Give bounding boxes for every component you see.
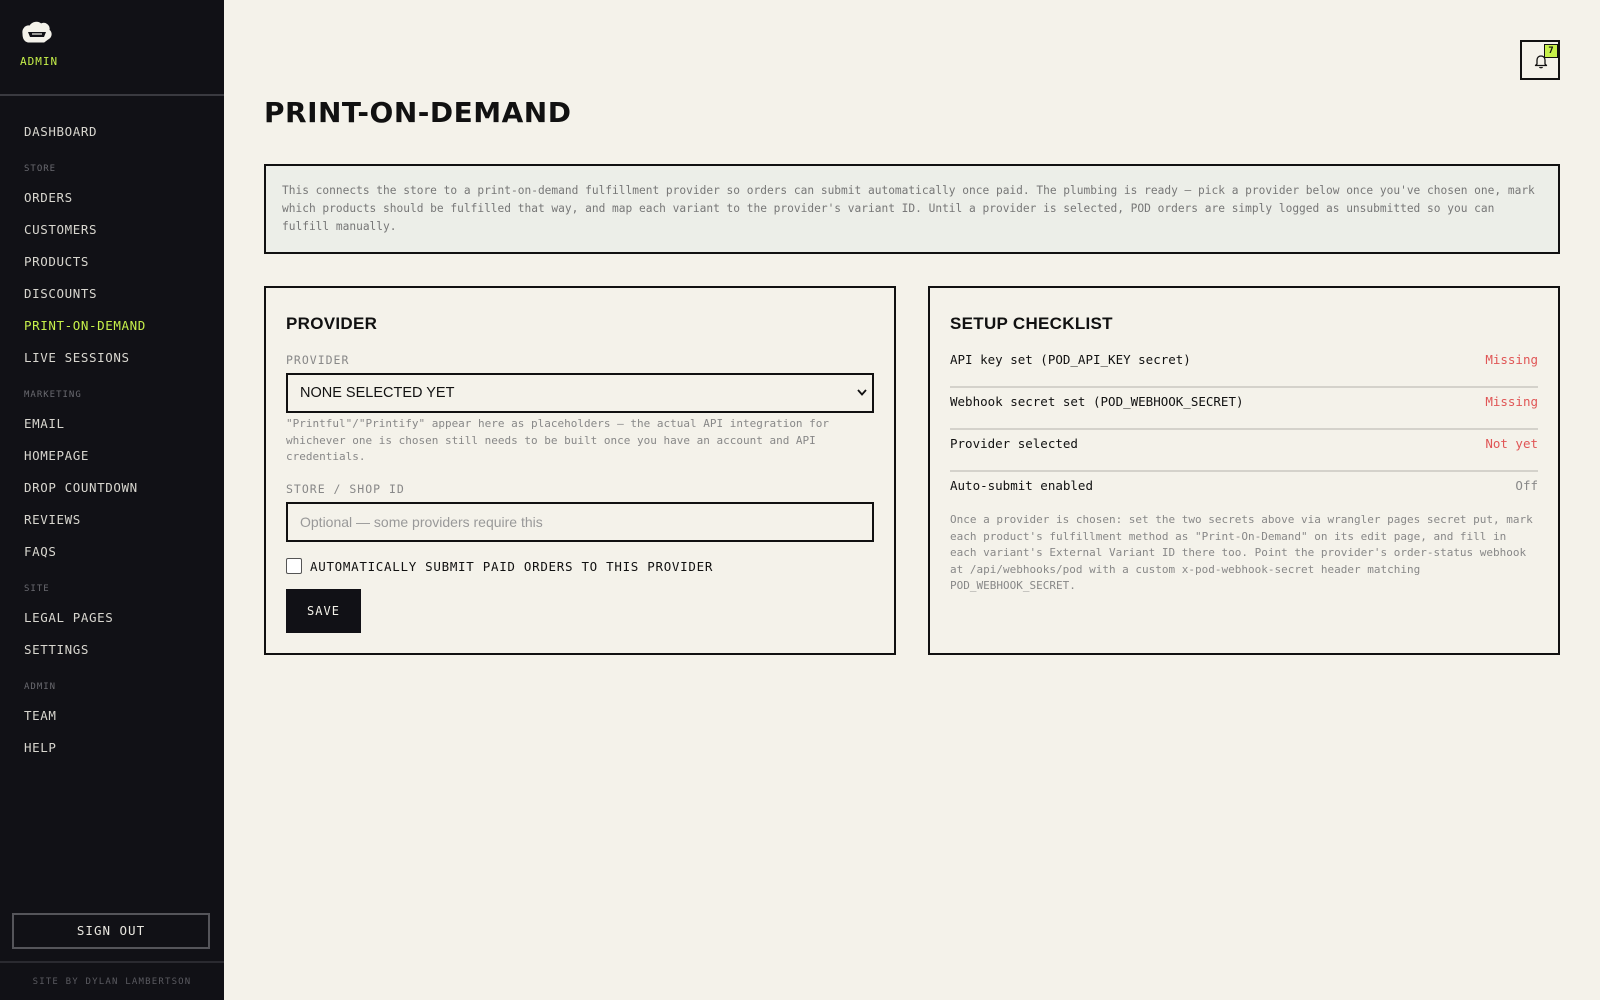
shop-id-input[interactable]: Optional — some providers require this <box>286 502 874 542</box>
brand <box>0 0 224 96</box>
sidebar-item-email[interactable]: EMAIL <box>24 416 65 431</box>
checklist-row-status: Missing <box>1485 394 1538 409</box>
checklist-row-label: Provider selected <box>950 436 1078 451</box>
save-button[interactable]: SAVE <box>286 589 361 633</box>
provider-select-value: NONE SELECTED YET <box>300 385 455 401</box>
sign-out-button[interactable]: SIGN OUT <box>12 913 210 949</box>
shop-id-label: STORE / SHOP ID <box>286 482 405 496</box>
notification-count-badge: 7 <box>1544 44 1558 58</box>
checklist-row <box>950 346 1538 388</box>
sidebar-footer-credit: SITE BY DYLAN LAMBERTSON <box>0 961 224 1000</box>
provider-hint: "Printful"/"Printify" appear here as placeholders — the actual API integration for whichever one is chosen still needs to be built once you have an account and API credentials. <box>286 417 830 463</box>
sidebar-item-live-sessions[interactable]: LIVE SESSIONS <box>24 350 130 365</box>
sidebar-item-legal-pages[interactable]: LEGAL PAGES <box>24 610 114 625</box>
setup-checklist-card <box>928 286 1560 655</box>
sidebar-item-print-on-demand[interactable]: PRINT-ON-DEMAND <box>24 318 146 333</box>
brand-label: ADMIN <box>20 55 59 68</box>
sidebar-section-marketing: MARKETING <box>24 390 82 400</box>
provider-select[interactable] <box>286 373 874 413</box>
sidebar-section-admin: ADMIN <box>24 682 57 692</box>
intro-notice: This connects the store to a print-on-demand fulfillment provider so orders can submit automatically once paid. The plumbing is ready — pick a provider below once you've chosen one, mark which products should be fulfilled that way, and map each variant to the provider's variant ID. Until a provider is selected, POD orders are simply logged as unsubmitted so you can fulfill manually. <box>264 164 1560 254</box>
provider-card <box>264 286 896 655</box>
logo-icon[interactable] <box>20 20 54 46</box>
checklist-row-label: Auto-submit enabled <box>950 478 1093 493</box>
auto-submit-checkbox[interactable] <box>286 558 302 574</box>
auto-submit-label[interactable]: AUTOMATICALLY SUBMIT PAID ORDERS TO THIS PROVIDER <box>310 559 714 574</box>
sidebar-item-products[interactable]: PRODUCTS <box>24 254 90 269</box>
sidebar-item-team[interactable]: TEAM <box>24 708 57 723</box>
sidebar-section-store: STORE <box>24 164 57 174</box>
checklist-row-status: Missing <box>1485 352 1538 367</box>
checklist-row <box>950 388 1538 430</box>
provider-field-label: PROVIDER <box>286 353 350 367</box>
checklist-note: Once a provider is chosen: set the two secrets above via wrangler pages secret put, mark each product's fulfillment method as "Print-On-Demand" on its edit page, and fill in each variant's External Variant ID there too. Point the provider's order-status webhook at /api/webhooks/pod with a custom x-pod-webhook-secret header matching POD_WEBHOOK_SECRET. <box>950 513 1533 592</box>
checklist-row-status: Off <box>1515 478 1538 493</box>
sidebar-item-reviews[interactable]: REVIEWS <box>24 512 81 527</box>
sidebar-section-site: SITE <box>24 584 50 594</box>
checklist-row <box>950 472 1538 514</box>
chevron-down-icon <box>856 375 868 425</box>
checklist-row-status: Not yet <box>1485 436 1538 451</box>
checklist-row <box>950 430 1538 472</box>
sidebar-item-settings[interactable]: SETTINGS <box>24 642 90 657</box>
sidebar <box>0 0 224 1000</box>
sidebar-item-faqs[interactable]: FAQS <box>24 544 57 559</box>
checklist-card-title: SETUP CHECKLIST <box>950 314 1113 333</box>
sidebar-item-help[interactable]: HELP <box>24 740 57 755</box>
page-title: PRINT-ON-DEMAND <box>264 96 572 129</box>
sidebar-nav <box>0 96 224 764</box>
checklist-row-label: API key set (POD_API_KEY secret) <box>950 352 1191 367</box>
sidebar-item-customers[interactable]: CUSTOMERS <box>24 222 98 237</box>
sidebar-item-drop-countdown[interactable]: DROP COUNTDOWN <box>24 480 138 495</box>
sidebar-item-dashboard[interactable]: DASHBOARD <box>24 124 98 139</box>
provider-card-title: PROVIDER <box>286 314 378 333</box>
notifications-button[interactable] <box>1520 40 1560 80</box>
sidebar-item-homepage[interactable]: HOMEPAGE <box>24 448 90 463</box>
sidebar-item-discounts[interactable]: DISCOUNTS <box>24 286 98 301</box>
sidebar-item-orders[interactable]: ORDERS <box>24 190 73 205</box>
checklist-row-label: Webhook secret set (POD_WEBHOOK_SECRET) <box>950 394 1244 409</box>
